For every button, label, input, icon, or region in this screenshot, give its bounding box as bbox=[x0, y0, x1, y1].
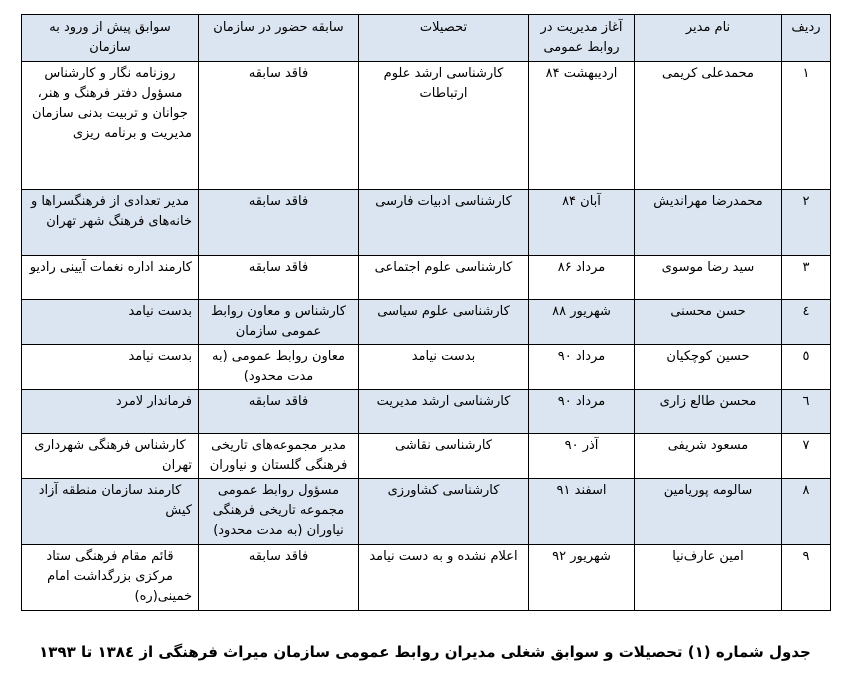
cell-education: کارشناسی علوم سیاسی bbox=[359, 300, 529, 345]
cell-prior-experience: روزنامه نگار و کارشناس مسؤول دفتر فرهنگ و هنر، جوانان و تربیت بدنی سازمان مدیریت و برنامه ریزی bbox=[22, 62, 199, 190]
cell-manager-name: محمدرضا مهراندیش bbox=[635, 190, 782, 256]
header-education: تحصیلات bbox=[359, 15, 529, 62]
cell-start-date: مرداد ۹۰ bbox=[529, 390, 635, 434]
cell-tenure: فاقد سابقه bbox=[199, 390, 359, 434]
header-row-no: ردیف bbox=[782, 15, 831, 62]
table-caption: جدول شماره (۱) تحصیلات و سوابق شغلی مدیران روابط عمومی سازمان میراث فرهنگی از ۱۳۸٤ تا ۱۳۹۳ bbox=[39, 643, 811, 661]
cell-row-no: ۸ bbox=[782, 479, 831, 545]
cell-manager-name: مسعود شریفی bbox=[635, 434, 782, 479]
table-row bbox=[22, 62, 831, 190]
cell-row-no: ٥ bbox=[782, 345, 831, 390]
cell-start-date: اسفند ۹۱ bbox=[529, 479, 635, 545]
cell-education: بدست نیامد bbox=[359, 345, 529, 390]
table-row bbox=[22, 345, 831, 390]
cell-manager-name: امین عارف‌نیا bbox=[635, 545, 782, 611]
cell-prior-experience: بدست نیامد bbox=[22, 300, 199, 345]
cell-start-date: مرداد ۸۶ bbox=[529, 256, 635, 300]
cell-prior-experience: کارشناس فرهنگی شهرداری تهران bbox=[22, 434, 199, 479]
cell-tenure: معاون روابط عمومی (به مدت محدود) bbox=[199, 345, 359, 390]
cell-tenure: مسؤول روابط عمومی مجموعه تاریخی فرهنگی نیاوران (به مدت محدود) bbox=[199, 479, 359, 545]
cell-row-no: ۹ bbox=[782, 545, 831, 611]
cell-manager-name: حسین کوچکیان bbox=[635, 345, 782, 390]
cell-prior-experience: مدیر تعدادی از فرهنگسراها و خانه‌های فرهنگ شهر تهران bbox=[22, 190, 199, 256]
cell-education: کارشناسی ارشد علوم ارتباطات bbox=[359, 62, 529, 190]
cell-tenure: مدیر مجموعه‌های تاریخی فرهنگی گلستان و نیاوران bbox=[199, 434, 359, 479]
cell-row-no: ۱ bbox=[782, 62, 831, 190]
cell-prior-experience: بدست نیامد bbox=[22, 345, 199, 390]
table-row bbox=[22, 390, 831, 434]
cell-prior-experience: کارمند اداره نغمات آیینی رادیو bbox=[22, 256, 199, 300]
cell-manager-name: سید رضا موسوی bbox=[635, 256, 782, 300]
header-prior-experience: سوابق پیش از ورود به سازمان bbox=[22, 15, 199, 62]
cell-start-date: شهریور ۹۲ bbox=[529, 545, 635, 611]
table-row bbox=[22, 190, 831, 256]
header-row bbox=[22, 15, 831, 62]
table-row bbox=[22, 545, 831, 611]
table-row bbox=[22, 434, 831, 479]
cell-manager-name: محسن طالع زاری bbox=[635, 390, 782, 434]
cell-start-date: مرداد ۹۰ bbox=[529, 345, 635, 390]
cell-education: کارشناسی علوم اجتماعی bbox=[359, 256, 529, 300]
cell-tenure: فاقد سابقه bbox=[199, 62, 359, 190]
cell-education: کارشناسی ادبیات فارسی bbox=[359, 190, 529, 256]
table-row bbox=[22, 479, 831, 545]
cell-start-date: اردیبهشت ۸۴ bbox=[529, 62, 635, 190]
cell-row-no: ۳ bbox=[782, 256, 831, 300]
cell-prior-experience: قائم مقام فرهنگی ستاد مرکزی بزرگداشت امام خمینی(ره) bbox=[22, 545, 199, 611]
cell-start-date: شهریور ۸۸ bbox=[529, 300, 635, 345]
table-row bbox=[22, 256, 831, 300]
cell-education: کارشناسی کشاورزی bbox=[359, 479, 529, 545]
cell-row-no: ۷ bbox=[782, 434, 831, 479]
cell-start-date: آبان ۸۴ bbox=[529, 190, 635, 256]
managers-table bbox=[21, 14, 831, 611]
cell-manager-name: سالومه پوریامین bbox=[635, 479, 782, 545]
header-start-date: آغاز مدیریت در روابط عمومی bbox=[529, 15, 635, 62]
header-manager-name: نام مدیر bbox=[635, 15, 782, 62]
cell-prior-experience: فرماندار لامرد bbox=[22, 390, 199, 434]
cell-manager-name: حسن محسنی bbox=[635, 300, 782, 345]
cell-tenure: کارشناس و معاون روابط عمومی سازمان bbox=[199, 300, 359, 345]
cell-manager-name: محمدعلی کریمی bbox=[635, 62, 782, 190]
cell-row-no: ۲ bbox=[782, 190, 831, 256]
header-tenure: سابقه حضور در سازمان bbox=[199, 15, 359, 62]
cell-row-no: ٤ bbox=[782, 300, 831, 345]
cell-tenure: فاقد سابقه bbox=[199, 545, 359, 611]
cell-start-date: آذر ۹۰ bbox=[529, 434, 635, 479]
cell-tenure: فاقد سابقه bbox=[199, 256, 359, 300]
cell-row-no: ٦ bbox=[782, 390, 831, 434]
cell-education: اعلام نشده و به دست نیامد bbox=[359, 545, 529, 611]
table-row bbox=[22, 300, 831, 345]
cell-education: کارشناسی ارشد مدیریت bbox=[359, 390, 529, 434]
cell-tenure: فاقد سابقه bbox=[199, 190, 359, 256]
cell-education: کارشناسی نقاشی bbox=[359, 434, 529, 479]
cell-prior-experience: کارمند سازمان منطقه آزاد کیش bbox=[22, 479, 199, 545]
